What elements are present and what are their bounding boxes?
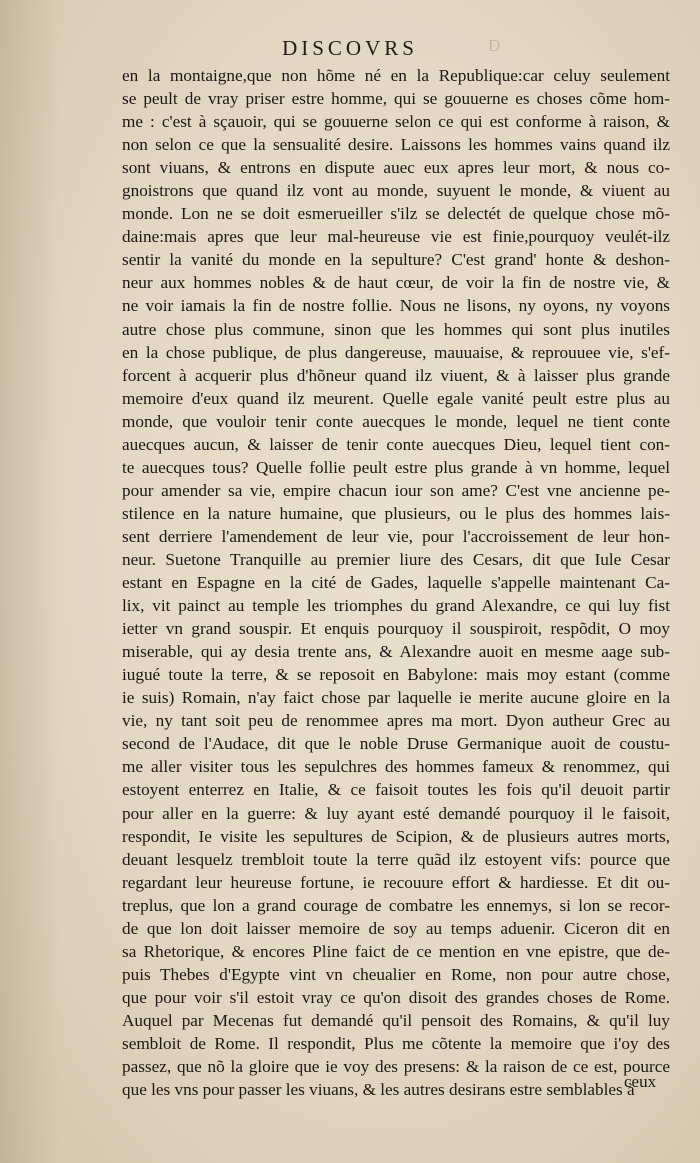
text-line: pour amender sa vie, empire chacun iour son ame? C'est vne ancienne pe- [122,480,670,500]
catchword: ceux [624,1072,657,1091]
text-line: ne voir iamais la fin de nostre follie. Nous ne lisons, ny oyons, ny voyons [122,296,670,316]
text-line: respondit, Ie visite les sepultures de Scipion, & de plusieurs autres morts, [122,826,670,846]
text-line: neur. Suetone Tranquille au premier liure des Cesars, dit que Iule Cesar [122,549,670,569]
text-line: auecques aucun, & laisser de tenir conte auecques Dieu, lequel tient con- [122,434,670,454]
text-line: estoyent enterrez en Italie, & ce faisoit toutes les fois qu'il deuoit partir [122,780,670,800]
text-line: que les vns pour passer les viuans, & les autres desirans estre semblables à [122,1080,635,1100]
text-line: ietter vn grand souspir. Et enquis pourquoy il souspiroit, respõdit, O moy [122,619,670,639]
text-line: gnoistrons que quand ilz vont au monde, suyuent le monde, & viuent au [122,181,670,201]
text-line: te auecques tous? Quelle follie peult estre plus grande à vn homme, lequel [122,457,670,477]
text-line: Auquel par Mecenas fut demandé qu'il pensoit des Romains, & qu'il luy [122,1010,670,1030]
text-line: daine:mais apres que leur mal-heureuse vie est finie,pourquoy veulét-ilz [122,227,670,247]
body-text [122,64,670,1101]
running-head: DISCOVRS [282,36,418,60]
text-line: vie, ny tant soit peu de renommee apres ma mort. Dyon autheur Grec au [122,711,670,731]
text-line: autre chose plus commune, sinon que les hommes qui sont plus inutiles [122,319,670,339]
text-line: pour aller en la guerre: & luy ayant esté demandé pourquoy il le faisoit, [122,803,670,823]
text-line: que pour voir s'il estoit vray ce qu'on disoit des grandes choses de Rome. [122,987,670,1007]
text-line: de que lon doit laisser memoire de soy au temps aduenir. Ciceron dit en [122,918,670,938]
text-line: forcent à acquerir plus d'hõneur quand ilz viuent, & à laisser plus grande [122,365,670,385]
text-line: monde, que vouloir tenir conte auecques le monde, lequel ne tient conte [122,411,670,431]
text-line: second de l'Audace, dit que le noble Druse Germanique auoit de coustu- [122,734,670,754]
text-line: puis Thebes d'Egypte vint vn cheualier en Rome, non pour autre chose, [122,964,670,984]
text-line: monde. Lon ne se doit esmerueiller s'ilz se delectét de quelque chose mõ- [122,204,670,224]
text-line: me aller visiter tous les sepulchres des hommes fameux & renommez, qui [122,757,670,777]
text-line: estant en Espagne en la cité de Gades, laquelle s'appelle maintenant Ca- [122,573,670,593]
text-line: stilence en la nature humaine, que plusieurs, ou le plus des hommes lais- [122,503,670,523]
text-line: neur aux hommes nobles & de haut cœur, de voir la fin de nostre vie, & [122,273,670,293]
text-line: non selon ce que la sensualité desire. Laissons les hommes vains quand ilz [122,135,670,155]
text-line: sent derriere l'amendement de leur vie, pour l'accroissement de leur hon- [122,526,670,546]
text-line: iugué toute la terre, & se reposoit en Babylone: mais moy estant (comme [122,665,670,685]
text-line: passez, que nõ la gloire que ie voy des presens: & la raison de ce est, pource [122,1057,670,1077]
text-line: miserable, qui ay desia trente ans, & Alexandre auoit en mesme aage sub- [122,642,670,662]
text-line: lix, vit painct au temple les triomphes du grand Alexandre, ce qui luy fist [122,596,670,616]
text-line: sembloit de Rome. Il respondit, Plus me cõtente la memoire que i'oy des [122,1033,670,1053]
text-line: regardant leur heureuse fortune, ie recouure effort & hardiesse. Et dit ou- [122,872,670,892]
text-line: ie suis) Romain, n'ay faict chose par laquelle ie merite aucune gloire en la [122,688,670,708]
text-line: treplus, que lon a grand courage de combatre les ennemys, si lon se recor- [122,895,670,915]
text-line: deuant lesquelz trembloit toute la terre quãd ilz estoyent vifs: pource que [122,849,670,869]
text-line: sa Rhetorique, & encores Pline faict de ce mention en vne epistre, que de- [122,941,670,961]
text-line: en la chose publique, de plus dangereuse, mauuaise, & reprouuee vie, s'ef- [122,342,670,362]
bleed-through-text: D [488,36,503,55]
text-line: me : c'est à sçauoir, qui se gouuerne selon ce qui est conforme à raison, & [122,112,670,132]
text-line: sont viuans, & entrons en dispute auec eux apres leur mort, & nous co- [122,158,670,178]
text-line: sentir la vanité du monde en la sepulture? C'est grand' honte & deshon- [122,250,670,270]
text-line: memoire d'eux quand ilz meurent. Quelle egale vanité peult estre plus au [122,388,670,408]
text-line: en la montaigne,que non hõme né en la Republique:car celuy seulement [122,66,670,85]
text-line: se peult de vray priser estre homme, qui se gouuerne es choses cõme hom- [122,89,670,109]
